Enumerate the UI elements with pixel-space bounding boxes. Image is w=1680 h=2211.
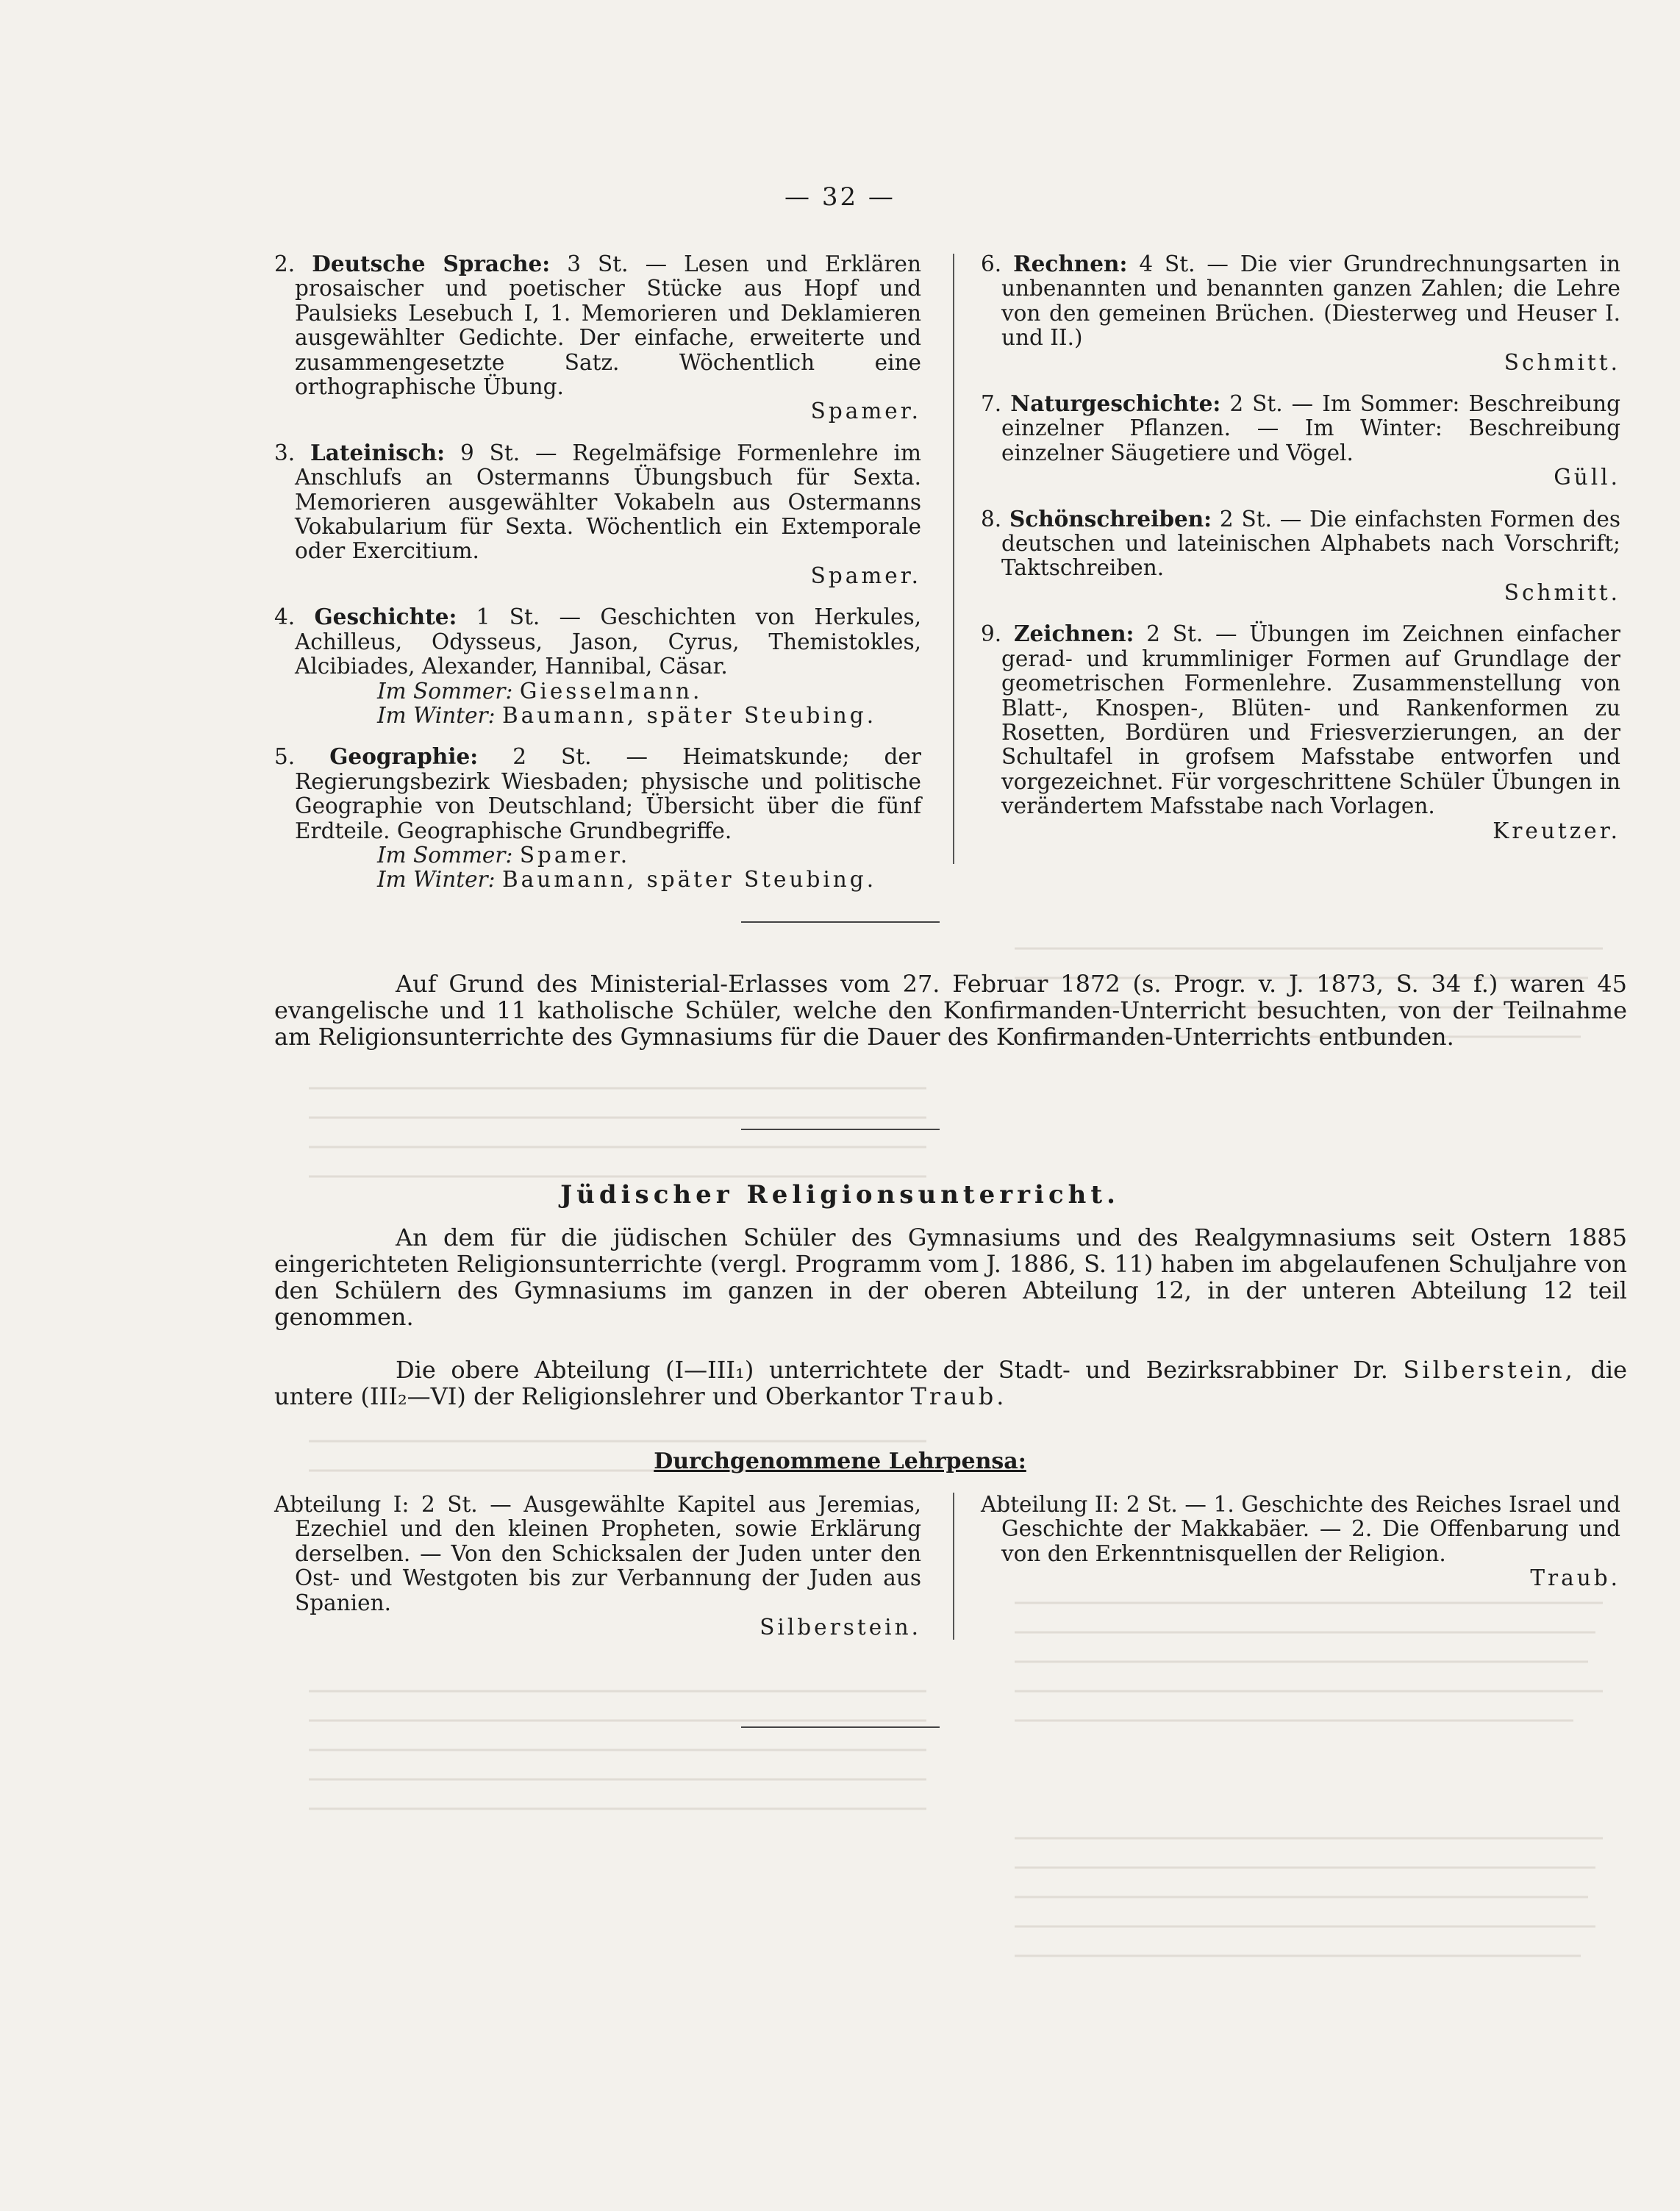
abteilung-2 — [981, 1493, 1620, 1591]
subject-item-deutsch: 2. Deutsche Sprache: 3 St. — Lesen und Erklären prosaischer und poetischer Stücke aus Hopf und Paulsieks Lesebuch I, 1. Memorieren und Deklamieren ausgewählter Gedichte. Der einfache, erweiterte und zusammengesetzte Satz. Wöchentlich eine orthographische Übung. Spamer. — [274, 251, 921, 424]
summer-teacher: Im Sommer: Spamer. — [377, 842, 631, 868]
subject-title: Naturgeschichte: — [1010, 390, 1221, 417]
subject-item-geschichte: 4. Geschichte: 1 St. — Geschichten von Herkules, Achilleus, Odysseus, Jason, Cyrus, Themistokles, Alcibiades, Alexander, Hannibal, Cäsar. Im Sommer: Giesselmann. Im Winter: Baumann, später Steubing. — [274, 604, 921, 728]
section-rule — [741, 921, 940, 923]
abteilung-label: Abteilung II: — [981, 1492, 1120, 1517]
teacher-name: Silberstein. — [759, 1615, 921, 1640]
subject-item-latein: 3. Lateinisch: 9 St. — Regelmäfsige Formenlehre im Anschlufs an Ostermanns Übungsbuch für Sexta. Memorieren ausgewählter Vokabeln aus Ostermanns Vokabularium für Sexta. Wöchentlich ein Extemporale oder Exercitium. Spamer. — [274, 439, 921, 588]
right-column — [981, 251, 1620, 860]
subject-item-geographie: 5. Geographie: 2 St. — Heimatskunde; der Regierungsbezirk Wiesbaden; physische und politische Geographie von Deutschland; Übersicht über die fünf Erdteile. Geographische Grundbegriffe. Im Sommer: Spamer. Im Winter: Baumann, später Steubing. — [274, 743, 921, 893]
subject-title: Geschichte: — [314, 604, 457, 630]
subject-item-naturgeschichte: 7. Naturgeschichte: 2 St. — Im Sommer: Beschreibung einzelner Pflanzen. — Im Winter: Beschreibung einzelner Säugetiere und Vögel. Güll. — [981, 390, 1620, 490]
subject-text: 4 St. — Die vier Grundrechnungsarten in unbenannten und benannten ganzen Zahlen; die Lehre von den gemeinen Brüchen. (Diesterweg und Heuser I. und II.) — [1001, 251, 1620, 351]
teacher-name: Kreutzer. — [1493, 818, 1620, 843]
subject-item-schoenschreiben: 8. Schönschreiben: 2 St. — Die einfachsten Formen des deutschen und lateinischen Alphabets nach Vorschrift; Taktschreiben. Schmitt. — [981, 505, 1620, 605]
column-divider — [953, 254, 954, 864]
subject-text: 2 St. — Im Sommer: Beschreibung einzelner Pflanzen. — Im Winter: Beschreibung einzelner Säugetiere und Vögel. — [1001, 391, 1620, 465]
subject-text: 2 St. — Übungen im Zeichnen einfacher gerad- und krummliniger Formen auf Grundlage der geometrischen Formenlehre. Zusammenstellung von Blatt-, Knospen-, Blüten- und Rankenformen zu Rosetten, Bordüren und Friesverzierungen, an der Schultafel in grofsem Mafsstabe entworfen und vorgezeichnet. Für vorgeschrittene Schüler Übungen in verändertem Mafsstabe nach Vorlagen. — [1001, 621, 1620, 819]
ministerial-paragraph: Auf Grund des Ministerial-Erlasses vom 27. Februar 1872 (s. Progr. v. J. 1873, S. 34 f.) waren 45 evangelische und 11 katholische Schüler, welche den Konfirmanden-Unterricht besuchten, von der Teilnahme am Religionsunterrichte des Gymnasiums für die Dauer des Konfirmanden-Unterrichts entbunden. — [274, 970, 1627, 1051]
section-rule — [741, 1726, 940, 1728]
section-rule — [741, 1129, 940, 1130]
abteilung-text: 2 St. — 1. Geschichte des Reiches Israel und Geschichte der Makkabäer. — 2. Die Offenbarung und von den Erkenntnisquellen der Religion. — [1001, 1492, 1620, 1566]
jewish-paragraph-2: Die obere Abteilung (I—III₁) unterrichtete der Stadt- und Bezirksrabbiner Dr. Silberstein, die untere (III₂—VI) der Religionslehrer und Oberkantor Traub. — [274, 1356, 1628, 1410]
jewish-paragraph-1: An dem für die jüdischen Schüler des Gymnasiums und des Realgymnasiums seit Ostern 1885 eingerichteten Religionsunterrichte (vergl. Programm vom J. 1886, S. 11) haben im abgelaufenen Schuljahre von den Schülern des Gymnasiums im ganzen in der oberen Abteilung 12, in der unteren Abteilung 12 teil genommen. — [274, 1224, 1627, 1331]
left-column — [274, 251, 921, 909]
jewish-religion-heading: Jüdischer Religionsunterricht. — [560, 1180, 1120, 1210]
teacher-name: Spamer. — [810, 562, 921, 588]
teacher-name: Schmitt. — [1504, 579, 1620, 605]
page-number: — 32 — — [784, 182, 896, 212]
subject-text: 2 St. — Heimatskunde; der Regierungsbezirk Wiesbaden; physische und politische Geographie von Deutschland; Übersicht über die fünf Erdteile. Geographische Grundbegriffe. — [295, 744, 921, 843]
lehrpensa-heading: Durchgenommene Lehrpensa: — [654, 1449, 1026, 1474]
subject-item-rechnen: 6. Rechnen: 4 St. — Die vier Grundrechnungsarten in unbenannten und benannten ganzen Zahlen; die Lehre von den gemeinen Brüchen. (Diesterweg und Heuser I. und II.) Schmitt. — [981, 251, 1620, 375]
subject-text: 3 St. — Lesen und Erklären prosaischer und poetischer Stücke aus Hopf und Paulsieks Lesebuch I, 1. Memorieren und Deklamieren ausgewählter Gedichte. Der einfache, erweiterte und zusammengesetzte Satz. Wöchentlich eine orthographische Übung. — [295, 251, 921, 400]
subject-title: Deutsche Sprache: — [312, 251, 551, 276]
subject-title: Zeichnen: — [1013, 621, 1134, 647]
subject-title: Lateinisch: — [310, 439, 446, 465]
subject-title: Rechnen: — [1013, 251, 1128, 276]
column-divider — [953, 1493, 954, 1640]
subject-text: 2 St. — Die einfachsten Formen des deutschen und lateinischen Alphabets nach Vorschrift; Taktschreiben. — [1001, 506, 1620, 581]
winter-teacher: Im Winter: Baumann, später Steubing. — [377, 867, 877, 893]
abteilung-text: 2 St. — Ausgewählte Kapitel aus Jeremias, Ezechiel und den kleinen Propheten, sowie Erklärung derselben. — Von den Schicksalen der Juden unter den Ost- und Westgoten bis zur Verbannung der Juden aus Spanien. — [295, 1492, 921, 1615]
teacher-name: Schmitt. — [1504, 349, 1620, 375]
subject-title: Schönschreiben: — [1009, 505, 1212, 532]
winter-teacher: Im Winter: Baumann, später Steubing. — [377, 702, 877, 728]
subject-title: Geographie: — [329, 743, 479, 770]
subject-item-zeichnen: 9. Zeichnen: 2 St. — Übungen im Zeichnen einfacher gerad- und krummliniger Formen auf Grundlage der geometrischen Formenlehre. Zusammenstellung von Blatt-, Knospen-, Blüten- und Rankenformen zu Rosetten, Bordüren und Friesverzierungen, an der Schultafel in grofsem Mafsstabe entworfen und vorgezeichnet. Für vorgeschrittene Schüler Übungen in verändertem Mafsstabe nach Vorlagen. Kreutzer. — [981, 621, 1620, 843]
subject-text: 1 St. — Geschichten von Herkules, Achilleus, Odysseus, Jason, Cyrus, Themistokles, Alcibiades, Alexander, Hannibal, Cäsar. — [295, 604, 921, 679]
abteilung-1 — [274, 1493, 921, 1640]
teacher-name: Spamer. — [810, 399, 921, 424]
abteilung-label: Abteilung I: — [274, 1492, 410, 1517]
teacher-name: Traub. — [1530, 1565, 1620, 1591]
subject-text: 9 St. — Regelmäfsige Formenlehre im Anschlufs an Ostermanns Übungsbuch für Sexta. Memorieren ausgewählter Vokabeln aus Ostermanns Vokabularium für Sexta. Wöchentlich ein Extemporale oder Exercitium. — [295, 440, 921, 564]
teacher-name: Güll. — [1554, 465, 1620, 490]
summer-teacher: Im Sommer: Giesselmann. — [377, 678, 703, 704]
